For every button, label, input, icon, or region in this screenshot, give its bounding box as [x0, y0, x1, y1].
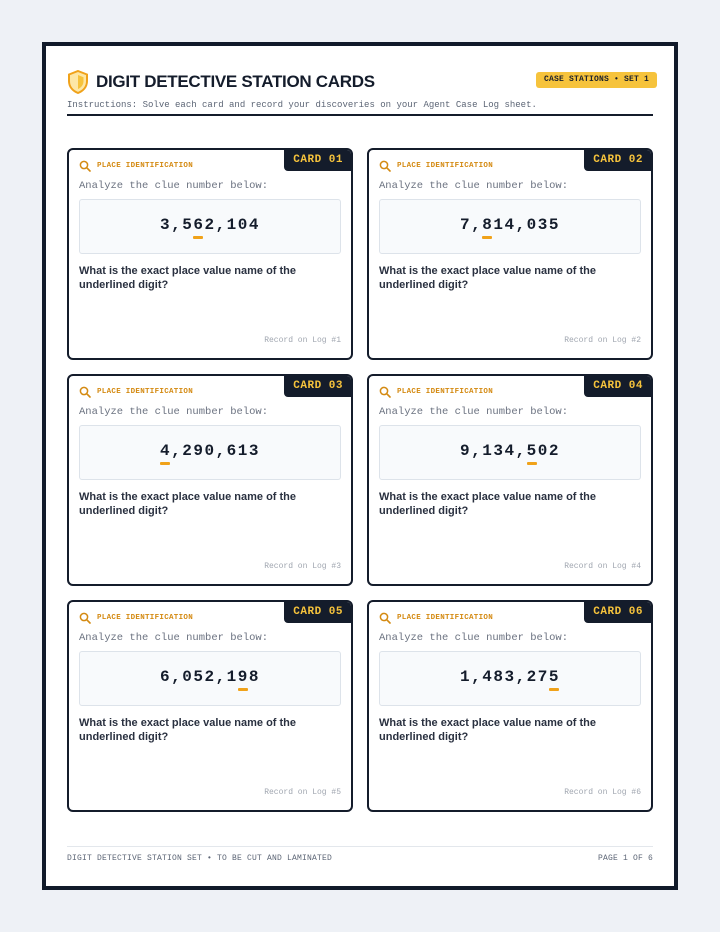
worksheet-page	[42, 42, 678, 890]
footer-divider	[67, 846, 653, 847]
clue-number-box	[79, 199, 341, 254]
card-question: What is the exact place value name of the underlined digit?	[379, 265, 597, 291]
page-number: PAGE 1 OF 6	[597, 854, 653, 863]
card-category	[379, 160, 493, 172]
number-after: 02	[537, 442, 560, 460]
clue-number	[160, 668, 260, 686]
page-title: DIGIT DETECTIVE STATION CARDS	[96, 72, 375, 91]
log-reference: Record on Log #5	[264, 788, 341, 797]
underlined-digit: 4	[160, 442, 172, 460]
card-tag: CARD 06	[584, 601, 652, 623]
station-card-01	[67, 148, 353, 360]
magnifier-icon	[379, 386, 391, 398]
card-tag: CARD 05	[284, 601, 352, 623]
magnifier-icon	[79, 160, 91, 172]
card-tag: CARD 01	[284, 149, 352, 171]
underlined-digit: 9	[237, 668, 249, 686]
category-label: PLACE IDENTIFICATION	[97, 162, 194, 170]
card-question: What is the exact place value name of the underlined digit?	[379, 717, 597, 743]
card-question: What is the exact place value name of the underlined digit?	[79, 265, 297, 291]
magnifier-icon	[79, 386, 91, 398]
card-prompt: Analyze the clue number below:	[379, 180, 569, 192]
card-question: What is the exact place value name of the underlined digit?	[79, 491, 297, 517]
underlined-digit: 6	[193, 216, 205, 234]
station-card-02	[367, 148, 653, 360]
clue-number-box	[379, 425, 641, 480]
card-prompt: Analyze the clue number below:	[379, 632, 569, 644]
number-after: ,290,613	[171, 442, 260, 460]
number-before: 3,5	[160, 216, 194, 234]
clue-number-box	[79, 425, 341, 480]
card-tag: CARD 04	[584, 375, 652, 397]
number-after: 8	[248, 668, 260, 686]
category-label: PLACE IDENTIFICATION	[97, 388, 194, 396]
station-card-04	[367, 374, 653, 586]
magnifier-icon	[79, 612, 91, 624]
station-card-05	[67, 600, 353, 812]
underlined-digit: 5	[526, 442, 538, 460]
card-question: What is the exact place value name of the underlined digit?	[79, 717, 297, 743]
number-before: 7,	[460, 216, 483, 234]
clue-number	[460, 442, 560, 460]
card-prompt: Analyze the clue number below:	[79, 632, 269, 644]
clue-number-box	[379, 199, 641, 254]
card-tag: CARD 02	[584, 149, 652, 171]
log-reference: Record on Log #4	[564, 562, 641, 571]
clue-number	[160, 216, 260, 234]
number-after: 2,104	[204, 216, 260, 234]
category-label: PLACE IDENTIFICATION	[397, 162, 494, 170]
card-tag: CARD 03	[284, 375, 352, 397]
underlined-digit: 8	[482, 216, 494, 234]
magnifier-icon	[379, 612, 391, 624]
category-label: PLACE IDENTIFICATION	[397, 388, 494, 396]
number-before: 9,134,	[460, 442, 527, 460]
page-header	[67, 68, 657, 110]
card-category	[379, 386, 493, 398]
category-label: PLACE IDENTIFICATION	[97, 614, 194, 622]
card-category	[79, 612, 193, 624]
underlined-digit: 5	[548, 668, 560, 686]
card-category	[79, 160, 193, 172]
log-reference: Record on Log #3	[264, 562, 341, 571]
station-card-06	[367, 600, 653, 812]
shield-icon	[67, 70, 89, 94]
clue-number	[460, 216, 560, 234]
clue-number	[160, 442, 260, 460]
set-badge: CASE STATIONS • SET 1	[536, 72, 657, 88]
number-after: 14,035	[493, 216, 560, 234]
header-divider	[67, 114, 653, 116]
instructions-text: Instructions: Solve each card and record your discoveries on your Agent Case Log sheet.	[67, 100, 537, 110]
card-prompt: Analyze the clue number below:	[379, 406, 569, 418]
station-card-03	[67, 374, 353, 586]
card-category	[379, 612, 493, 624]
card-prompt: Analyze the clue number below:	[79, 406, 269, 418]
card-category	[79, 386, 193, 398]
card-prompt: Analyze the clue number below:	[79, 180, 269, 192]
magnifier-icon	[379, 160, 391, 172]
clue-number	[460, 668, 560, 686]
card-question: What is the exact place value name of the underlined digit?	[379, 491, 597, 517]
log-reference: Record on Log #6	[564, 788, 641, 797]
clue-number-box	[79, 651, 341, 706]
log-reference: Record on Log #1	[264, 336, 341, 345]
number-before: 6,052,1	[160, 668, 238, 686]
number-before: 1,483,27	[460, 668, 549, 686]
footer-note: DIGIT DETECTIVE STATION SET • TO BE CUT AND LAMINATED	[67, 854, 333, 863]
log-reference: Record on Log #2	[564, 336, 641, 345]
category-label: PLACE IDENTIFICATION	[397, 614, 494, 622]
clue-number-box	[379, 651, 641, 706]
